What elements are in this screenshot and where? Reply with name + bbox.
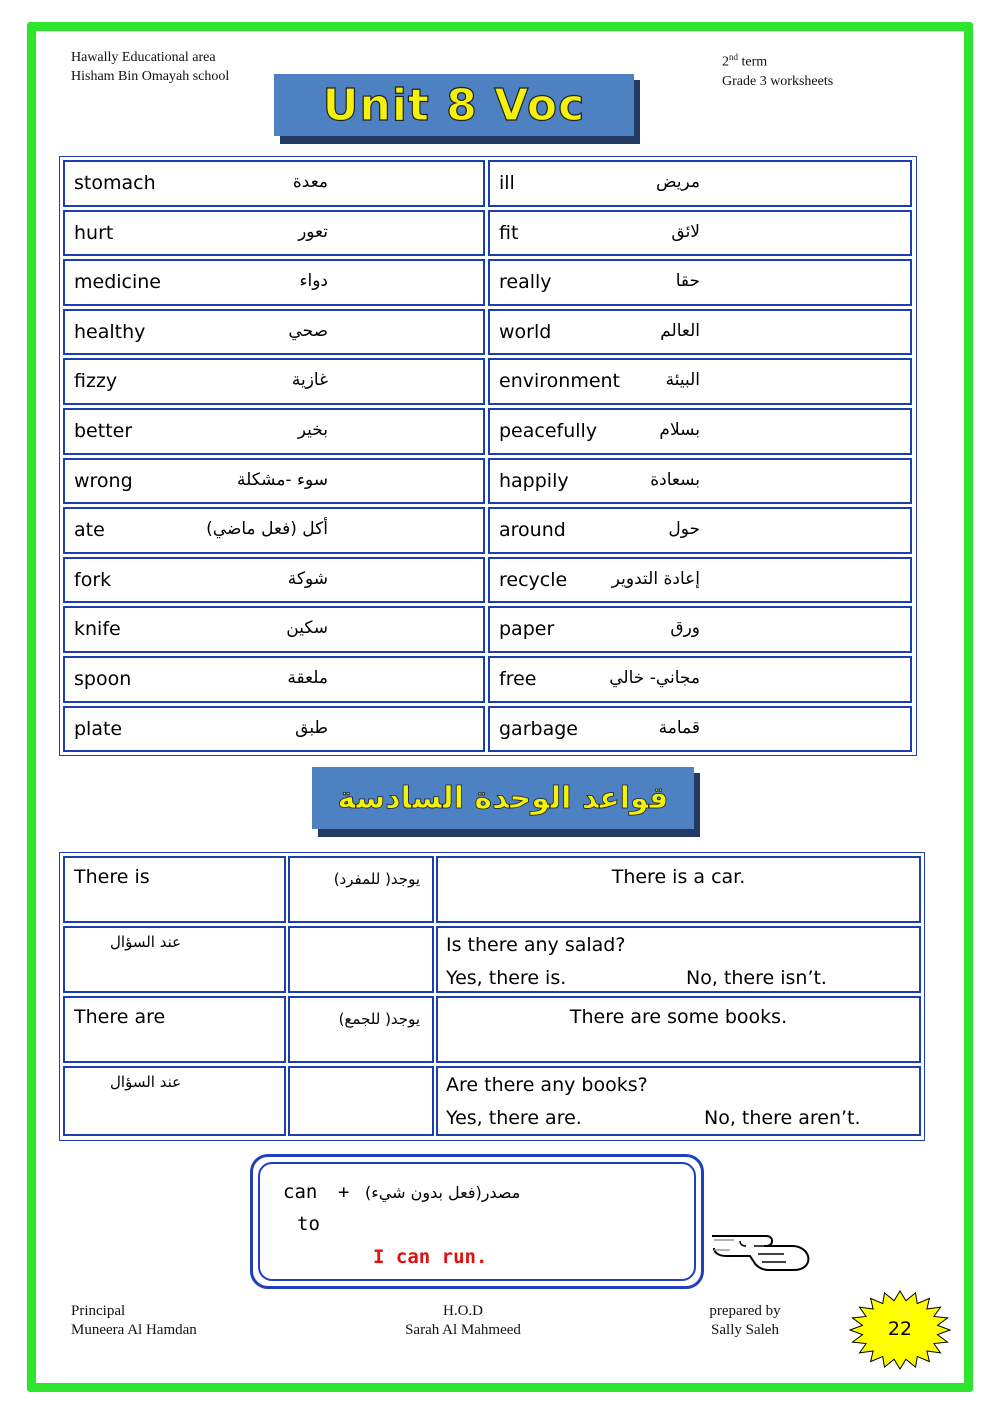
principal-name: Muneera Al Hamdan [71, 1322, 197, 1338]
vocab-arabic: بسلام [659, 420, 700, 440]
vocab-cell [63, 309, 485, 356]
principal-title: Principal [71, 1303, 126, 1319]
term-label: 2nd term [722, 52, 768, 70]
vocab-arabic: صحي [288, 320, 328, 341]
vocab-word: fork [74, 568, 112, 591]
vocab-cell [63, 259, 485, 306]
grammar-row4-empty-cell [288, 1066, 434, 1136]
vocab-cell [488, 507, 912, 554]
hod-name: Sarah Al Mahmeed [405, 1322, 521, 1338]
hod-title: H.O.D [443, 1303, 483, 1319]
grammar-row2-empty-cell [288, 926, 434, 993]
vocab-arabic: لائق [671, 221, 700, 242]
vocab-arabic: إعادة التدوير [611, 568, 700, 589]
vocab-arabic: شوكة [287, 568, 328, 589]
vocab-word: really [499, 271, 552, 294]
vocab-arabic: قمامة [658, 717, 700, 738]
vocab-cell [488, 358, 912, 405]
vocab-arabic: العالم [660, 320, 700, 341]
vocab-word: medicine [74, 271, 161, 294]
vocab-arabic: بخير [297, 420, 328, 440]
grammar-banner [312, 767, 698, 837]
vocab-cell [488, 210, 912, 257]
prepared-title: prepared by [709, 1303, 781, 1319]
vocab-word: better [74, 420, 133, 442]
vocab-arabic: طبق [295, 717, 328, 738]
answer-no-is: No, there isn’t. [686, 967, 827, 989]
vocab-word: peacefully [499, 420, 598, 442]
vocab-word: spoon [74, 668, 132, 690]
page-title: Unit 8 Voc [322, 79, 586, 131]
vocab-word: knife [74, 618, 121, 641]
grammar-row1-term-cell [63, 856, 286, 923]
vocab-cell [63, 507, 485, 554]
vocab-cell [488, 606, 912, 653]
vocab-word: happily [499, 469, 569, 492]
grammar-table [59, 852, 925, 1141]
grammar-row3-term-cell [63, 996, 286, 1063]
pointing-hand-icon [706, 1216, 816, 1274]
vocab-word: stomach [74, 172, 156, 194]
grade-label: Grade 3 worksheets [722, 73, 834, 89]
vocab-arabic: سكين [286, 618, 328, 639]
vocab-arabic: دواء [299, 271, 328, 292]
to-word: to [297, 1213, 320, 1235]
there-are-example: There are some books. [569, 1006, 788, 1028]
can-rule-arabic: مصدر(فعل بدون شيء) [365, 1183, 521, 1202]
answer-yes-is: Yes, there is. [446, 967, 567, 989]
grammar-row2-example-cell [436, 926, 921, 993]
can-example: I can run. [373, 1246, 488, 1268]
answer-yes-are: Yes, there are. [446, 1107, 582, 1129]
page-number: 22 [887, 1318, 913, 1340]
header-left [71, 48, 229, 86]
vocab-cell [63, 706, 485, 753]
plus-sign: + [338, 1181, 350, 1203]
vocab-cell [63, 358, 485, 405]
vocab-cell [63, 210, 485, 257]
grammar-row4-example-cell [436, 1066, 921, 1136]
vocab-cell [488, 706, 912, 753]
there-is-meaning: يوجد( للمفرد) [333, 870, 420, 888]
grammar-title: قواعد الوحدة السادسة [337, 780, 669, 816]
question-label-plural: عند السؤال [110, 1073, 182, 1091]
can-rule-box [250, 1154, 704, 1289]
vocab-word: garbage [499, 717, 578, 740]
vocab-word: plate [74, 717, 123, 740]
vocab-cell [488, 259, 912, 306]
school-name: Hisham Bin Omayah school [71, 69, 230, 84]
vocab-cell [488, 656, 912, 703]
vocab-cell [63, 557, 485, 604]
vocab-arabic: معدة [292, 172, 328, 192]
prepared-block [704, 1302, 786, 1340]
vocab-cell [63, 458, 485, 505]
grammar-row4-label-cell [63, 1066, 286, 1136]
vocab-word: healthy [74, 320, 146, 343]
vocab-word: ill [499, 172, 515, 194]
page-number-badge [848, 1290, 952, 1370]
vocab-word: around [499, 519, 566, 542]
grammar-row3-meaning-cell [288, 996, 434, 1063]
grammar-row1-meaning-cell [288, 856, 434, 923]
vocab-cell [63, 656, 485, 703]
vocab-word: fit [499, 221, 519, 244]
vocab-arabic: مجاني- خالي [609, 668, 700, 688]
question-are: Are there any books? [446, 1074, 648, 1096]
vocab-word: wrong [74, 469, 133, 492]
education-area: Hawally Educational area [71, 50, 216, 65]
vocab-word: fizzy [74, 370, 118, 393]
vocab-word: paper [499, 618, 555, 641]
vocab-cell [488, 309, 912, 356]
vocab-cell [488, 408, 912, 455]
vocab-arabic: حقا [675, 271, 700, 292]
vocab-word: recycle [499, 568, 568, 591]
question-label: عند السؤال [110, 933, 182, 951]
grammar-row3-example-cell [436, 996, 921, 1063]
there-is-example: There is a car. [611, 866, 746, 888]
there-are-term: There are [74, 1006, 166, 1028]
answer-no-are: No, there aren’t. [704, 1107, 861, 1129]
vocab-arabic: البيئة [665, 370, 700, 391]
vocab-word: hurt [74, 221, 114, 244]
grammar-row1-example-cell [436, 856, 921, 923]
vocab-arabic: تعور [298, 221, 328, 242]
vocab-cell [63, 408, 485, 455]
vocab-arabic: ورق [670, 618, 700, 639]
title-banner [274, 74, 638, 144]
vocab-arabic: ملعقة [287, 668, 328, 688]
vocab-word: environment [499, 370, 621, 393]
vocabulary-table [59, 156, 917, 756]
can-word: can [283, 1181, 318, 1203]
vocab-arabic: مريض [655, 172, 700, 192]
prepared-name: Sally Saleh [711, 1322, 779, 1338]
vocab-cell [63, 606, 485, 653]
vocab-word: ate [74, 519, 105, 542]
question-is: Is there any salad? [446, 934, 626, 956]
vocab-cell [63, 160, 485, 207]
hod-block [398, 1302, 528, 1340]
there-are-meaning: يوجد( للجمع) [338, 1010, 420, 1028]
vocab-arabic: بسعادة [650, 469, 700, 490]
grammar-row2-label-cell [63, 926, 286, 993]
vocab-cell [488, 557, 912, 604]
vocab-word: world [499, 320, 552, 343]
vocab-cell [488, 160, 912, 207]
vocab-arabic: حول [668, 519, 700, 540]
vocab-arabic: غازية [291, 370, 328, 391]
there-is-term: There is [74, 866, 150, 888]
vocab-cell [488, 458, 912, 505]
header-right [722, 48, 833, 91]
vocab-arabic: سوء -مشكلة [237, 469, 328, 490]
principal-block [71, 1302, 197, 1340]
vocab-arabic: أكل (فعل ماضي) [206, 519, 328, 540]
vocab-word: free [499, 668, 537, 690]
